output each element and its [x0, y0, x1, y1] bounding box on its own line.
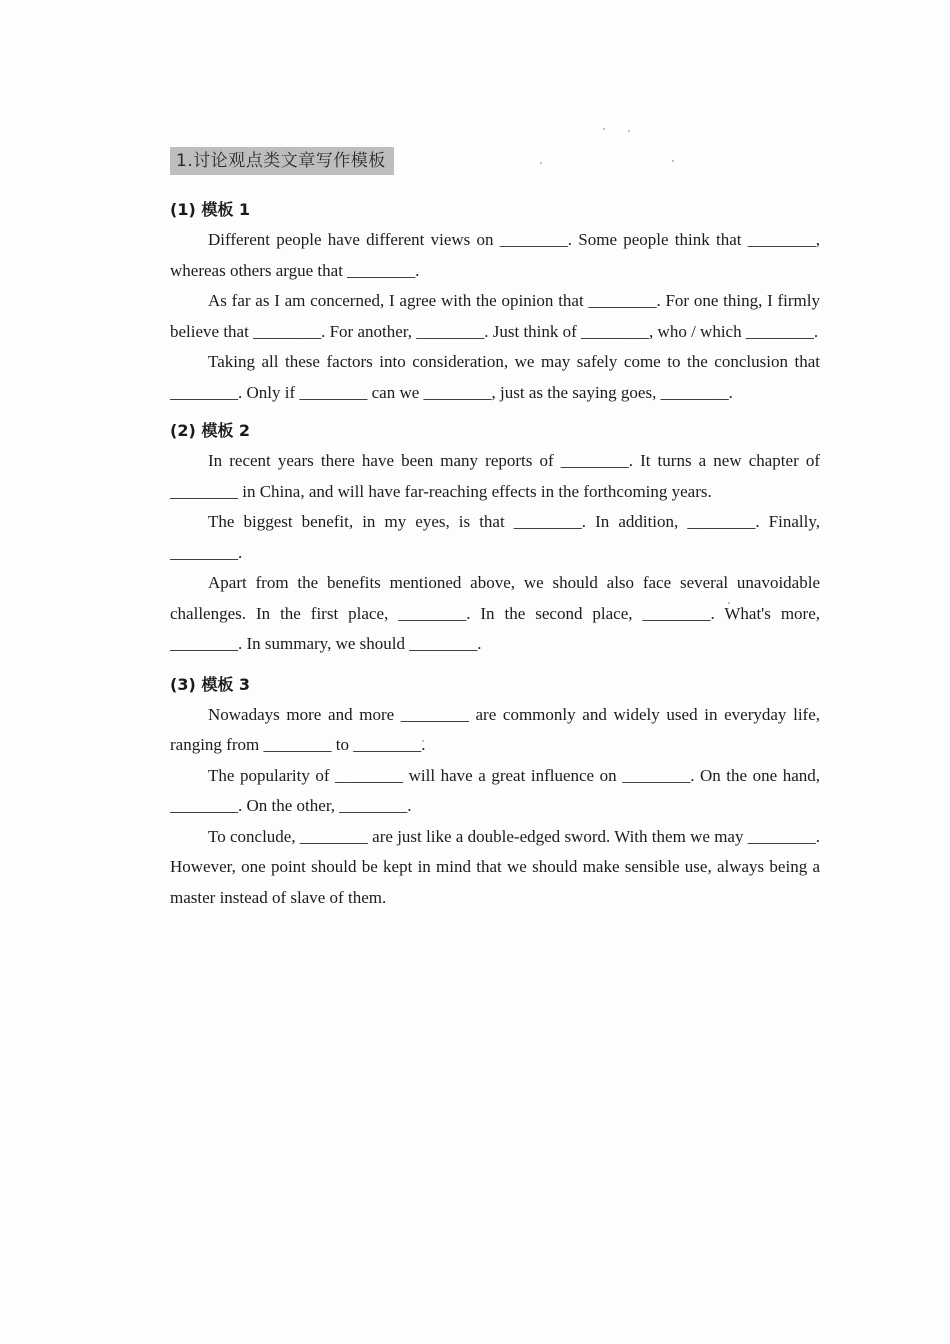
paragraph: Different people have different views on ________. Some people think that ________, whereas others argue that ________. [170, 230, 820, 280]
scan-speck [628, 130, 630, 132]
paragraph: Apart from the benefits mentioned above, we should also face several unavoidable challenges. In the first place, ________. In the second place, ________. What's more, ________. In summary, we should ________. [170, 573, 820, 653]
paragraph: In recent years there have been many reports of ________. It turns a new chapter of ________ in China, and will have far-reaching effects in the forthcoming years. [170, 451, 820, 501]
paragraph: As far as I am concerned, I agree with the opinion that ________. For one thing, I firmly believe that ________. For another, ________. Just think of ________, who / which ________. [170, 291, 820, 341]
paragraph: To conclude, ________ are just like a double-edged sword. With them we may ________. However, one point should be kept in mind that we should make sensible use, always being a master instead of slave of them. [170, 826, 820, 907]
paragraph: The popularity of ________ will have a great influence on ________. On the one hand, ________. On the other, ________. [170, 765, 820, 815]
template-section-2 [170, 416, 820, 660]
paragraph: The biggest benefit, in my eyes, is that ________. In addition, ________. Finally, ________. [170, 512, 820, 562]
paragraph: Taking all these factors into consideration, we may safely come to the conclusion that ________. Only if ________ can we ________, just as the saying goes, ________. [170, 352, 820, 402]
scan-speck [603, 128, 605, 130]
section-heading: (3) 模板 3 [170, 674, 251, 694]
template-section-3 [170, 670, 820, 914]
template-section-1 [170, 195, 820, 408]
paragraph: Nowadays more and more ________ are commonly and widely used in everyday life, ranging from ________ to ________. [170, 704, 820, 754]
scan-speck [672, 160, 674, 162]
template-list [170, 195, 820, 921]
scan-speck [540, 162, 542, 164]
section-heading: (1) 模板 1 [170, 200, 251, 219]
document-title: 1.讨论观点类文章写作模板 [170, 147, 394, 175]
section-heading: (2) 模板 2 [170, 421, 251, 440]
